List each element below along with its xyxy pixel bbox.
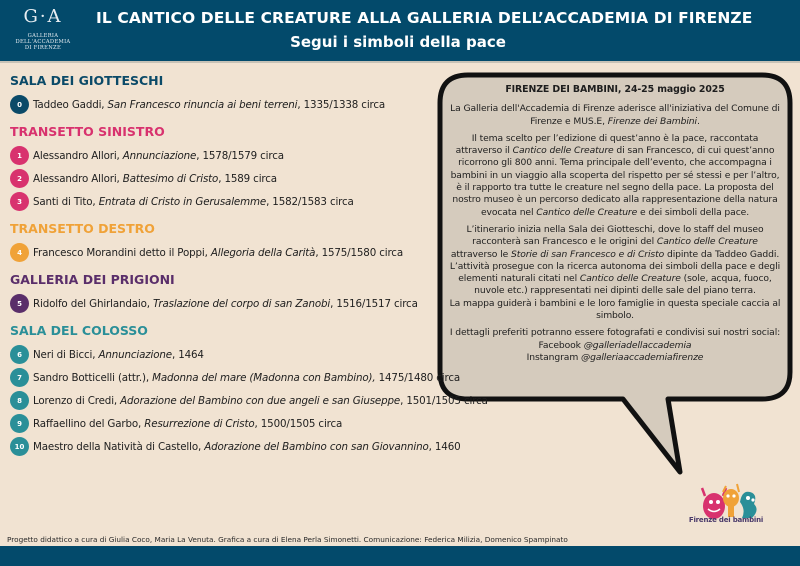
event-description <box>448 84 782 364</box>
list-item: 7 Sandro Botticelli (attr.), Madonna del mare (Madonna con Bambino), 1475/1480 circa <box>10 366 480 389</box>
paragraph-map: La mappa guiderà i bambini e le loro famiglie in questa speciale caccia al simbolo. <box>449 297 781 322</box>
facebook-handle[interactable]: @galleriadellaccademia <box>583 339 692 351</box>
list-item: 9 Raffaellino del Garbo, Resurrezione di Cristo, 1500/1505 circa <box>10 412 480 435</box>
logo-line-2: DELL'ACCADEMIA <box>15 39 71 45</box>
number-badge: 0 <box>10 95 29 114</box>
list-item: 5 Ridolfo del Ghirlandaio, Traslazione del corpo di san Zanobi, 1516/1517 circa <box>10 292 480 315</box>
list-item: 6 Neri di Bicci, Annunciazione, 1464 <box>10 343 480 366</box>
paragraph-social: I dettagli preferiti potranno essere fotografati e condivisi sui nostri social: <box>449 327 781 339</box>
list-item: 0 Taddeo Gaddi, San Francesco rinuncia ai beni terreni, 1335/1338 circa <box>10 93 480 116</box>
page-title: IL CANTICO DELLE CREATURE ALLA GALLERIA DELL’ACCADEMIA DI FIRENZE <box>96 9 753 27</box>
artwork-list <box>10 72 488 458</box>
page-subtitle: Segui i simboli della pace <box>290 33 506 51</box>
number-badge: 10 <box>10 437 29 456</box>
facebook-line: Facebook @galleriadellaccademia <box>538 339 692 351</box>
instagram-handle[interactable]: @galleriaaccademiafirenze <box>581 351 704 363</box>
number-badge: 2 <box>10 169 29 188</box>
number-badge: 4 <box>10 243 29 262</box>
number-badge: 3 <box>10 192 29 211</box>
logo-line-1: GALLERIA <box>27 33 59 39</box>
list-item: 2 Alessandro Allori, Battesimo di Cristo, 1589 circa <box>10 167 480 190</box>
number-badge: 5 <box>10 294 29 313</box>
list-item: 1 Alessandro Allori, Annunciazione, 1578/1579 circa <box>10 144 480 167</box>
section-title-sala-colosso: SALA DEL COLOSSO <box>10 323 148 338</box>
footer-bar <box>0 546 800 566</box>
event-title: FIRENZE DEI BAMBINI, 24-25 maggio 2025 <box>505 84 725 95</box>
list-item: 3 Santi di Tito, Entrata di Cristo in Gerusalemme, 1582/1583 circa <box>10 190 480 213</box>
list-item: 4 Francesco Morandini detto il Poppi, Allegoria della Carità, 1575/1580 circa <box>10 241 480 264</box>
section-title-transetto-destro: TRANSETTO DESTRO <box>10 221 155 236</box>
section-title-transetto-sinistro: TRANSETTO SINISTRO <box>10 124 165 139</box>
number-badge: 8 <box>10 391 29 410</box>
number-badge: 1 <box>10 146 29 165</box>
section-title-galleria-prigioni: GALLERIA DEI PRIGIONI <box>10 272 175 287</box>
number-badge: 7 <box>10 368 29 387</box>
firenze-dei-bambini-label: Firenze dei bambini <box>688 516 764 524</box>
number-badge: 9 <box>10 414 29 433</box>
section-title-giotteschi: SALA DEI GIOTTESCHI <box>10 73 164 88</box>
list-item: 10 Maestro della Natività di Castello, Adorazione del Bambino con san Giovannino, 1460 <box>10 435 480 458</box>
logo-line-3: DI FIRENZE <box>24 45 62 51</box>
logo-mark: G·A <box>23 6 63 27</box>
number-badge: 6 <box>10 345 29 364</box>
paragraph-itinerary: L’itinerario inizia nella Sala dei Giotteschi, dove lo staff del museo racconterà san Francesco e le origini del Cantico delle Creature attraverso le Storie di san Francesco e di Cristo dipinte da Taddeo Gaddi. <box>450 223 780 260</box>
credits-text: Progetto didattico a cura di Giulia Coco, Maria La Venuta. Grafica a cura di Elena Perla Simonetti. Comunicazione: Federica Milizia, Domenico Spampinato <box>7 535 568 544</box>
paragraph-intro: La Galleria dell'Accademia di Firenze aderisce all'iniziativa del Comune di Firenze e MUS.E, Firenze dei Bambini. <box>450 103 780 127</box>
instagram-line: Instangram @galleriaaccademiafirenze <box>526 351 704 363</box>
paragraph-activity: L’attività prosegue con la ricerca autonoma dei simboli della pace e degli elementi naturali citati nel Cantico delle Creature (sole, acqua, fuoco, nuvole etc.) rappresentati nei dipinti delle sale del piano terra. <box>449 260 781 297</box>
paragraph-theme: Il tema scelto per l’edizione di quest’anno è la pace, raccontata attraverso il Cantico delle Creature di san Francesco, di cui quest’anno ricorrono gli 800 anni. Tema principale dell’evento, che accompagna i bambini in un viaggio alla scoperta del rispetto per sé stessi e per l’altro, è il rapporto tra tutte le creature nel segno della pace. La proposta del nostro museo è un percorso dedicato alla rappresentazione della natura evocata nel Cantico delle Creature e dei simboli della pace. <box>450 132 780 218</box>
list-item: 8 Lorenzo di Credi, Adorazione del Bambino con due angeli e san Giuseppe, 1501/1505 circa <box>10 389 480 412</box>
